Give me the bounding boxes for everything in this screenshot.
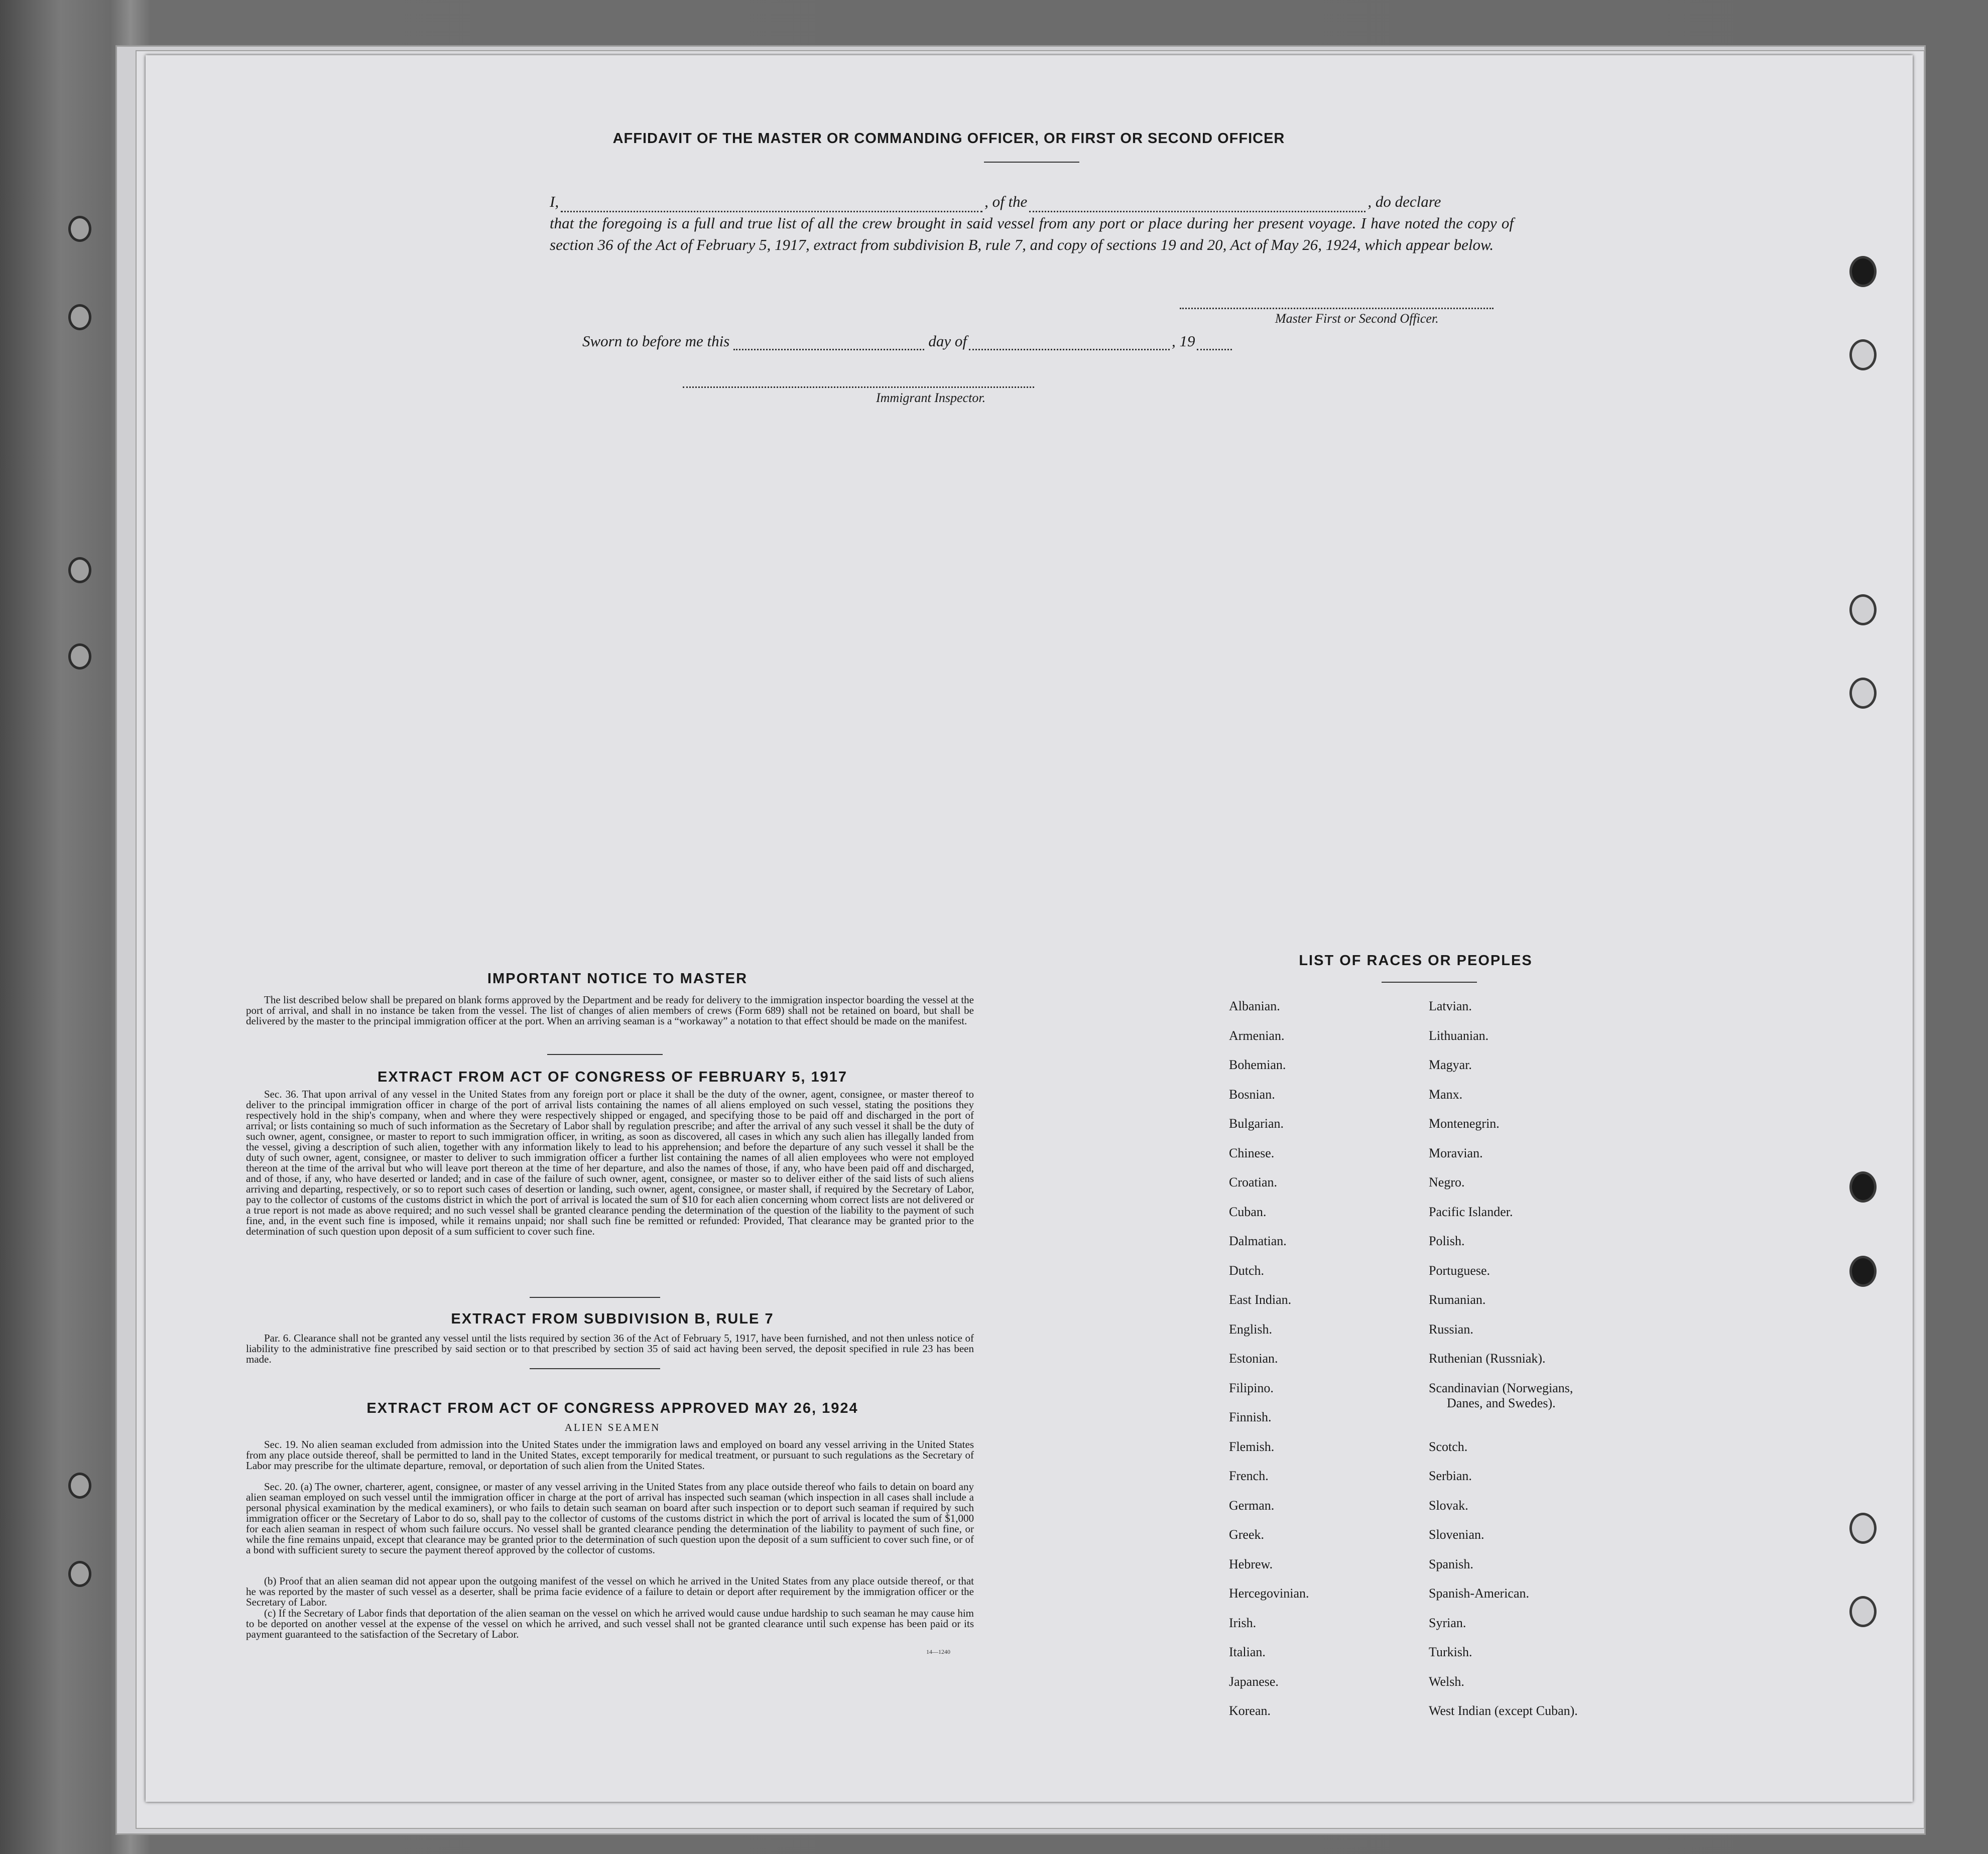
race-item: Japanese. [1229, 1674, 1279, 1689]
day-of-label: day of [928, 332, 967, 350]
notice-title: IMPORTANT NOTICE TO MASTER [487, 971, 748, 987]
race-item: Croatian. [1229, 1175, 1278, 1189]
race-item: Lithuanian. [1429, 1028, 1489, 1043]
master-signature-line[interactable] [1180, 308, 1494, 309]
binder-hole [68, 304, 91, 330]
race-item: Dutch. [1229, 1263, 1265, 1278]
race-item: West Indian (except Cuban). [1429, 1703, 1578, 1718]
race-item: Bohemian. [1229, 1057, 1286, 1072]
race-item: Montenegrin. [1429, 1116, 1500, 1131]
race-item: Portuguese. [1429, 1263, 1490, 1278]
race-item: Cuban. [1229, 1204, 1267, 1219]
vessel-blank[interactable] [1029, 199, 1365, 212]
year-prefix: , 19 [1171, 332, 1195, 350]
punch-hole [1849, 1256, 1877, 1287]
race-item: Negro. [1429, 1175, 1465, 1189]
affidavit-label-of-the: , of the [984, 193, 1028, 210]
race-item: Manx. [1429, 1087, 1463, 1102]
punch-hole [1849, 339, 1877, 370]
extract-1924-title: EXTRACT FROM ACT OF CONGRESS APPROVED MAY 26, 1924 [366, 1400, 858, 1416]
binder-hole [68, 1473, 91, 1499]
race-item: Spanish-American. [1429, 1586, 1530, 1601]
race-item: Flemish. [1229, 1439, 1275, 1454]
race-item: Filipino. [1229, 1380, 1274, 1395]
race-item: Scotch. [1429, 1439, 1468, 1454]
subdivision-b-text: Par. 6. Clearance shall not be granted any vessel until the lists required by section 36 of the Act of February 5, 1917, have been furnished, and not then unless notice of liability to the administrative fine prescribed by said section or to that prescribed by section 35 of said act having been served, the deposit specified in rule 23 has been made. [246, 1332, 974, 1365]
year-blank[interactable] [1197, 337, 1232, 350]
section-20b-text: (b) Proof that an alien seaman did not appear upon the outgoing manifest of the vessel on which he arrived in the United States from any place outside thereof, or that he was reported by the master of such vessel as a deserter, shall be prima facie evidence of a failure to detain or deport after requirement by the immigration officer or the Secretary of Labor. [246, 1575, 974, 1608]
month-blank[interactable] [969, 337, 1170, 350]
binder-hole [68, 557, 91, 583]
divider [530, 1368, 660, 1369]
binder-hole [68, 1561, 91, 1587]
race-item: French. [1229, 1469, 1269, 1483]
divider [984, 162, 1079, 163]
race-item: Russian. [1429, 1321, 1473, 1337]
punch-hole [1849, 678, 1877, 709]
form-number: 14—1240 [926, 1648, 950, 1655]
binder-hole [68, 216, 91, 242]
race-item: Armenian. [1229, 1028, 1285, 1043]
divider [530, 1297, 660, 1298]
extract-1917-title: EXTRACT FROM ACT OF CONGRESS OF FEBRUARY 5, 1917 [377, 1069, 848, 1085]
race-item: Bulgarian. [1229, 1116, 1284, 1131]
race-item: Irish. [1229, 1615, 1257, 1630]
alien-seamen-subtitle: ALIEN SEAMEN [564, 1421, 661, 1433]
master-signature-label: Master First or Second Officer. [1275, 311, 1439, 326]
races-title: LIST OF RACES OR PEOPLES [1299, 953, 1533, 969]
punch-hole [1849, 256, 1877, 287]
races-column-2 [1429, 999, 1578, 1733]
affidavit-title: AFFIDAVIT OF THE MASTER OR COMMANDING OFFICER, OR FIRST OR SECOND OFFICER [612, 130, 1285, 147]
subdivision-b-title: EXTRACT FROM SUBDIVISION B, RULE 7 [451, 1311, 774, 1327]
punch-hole [1849, 1596, 1877, 1627]
race-item: Dalmatian. [1229, 1234, 1287, 1248]
race-item: Bosnian. [1229, 1087, 1275, 1102]
section-19-text: Sec. 19. No alien seaman excluded from admission into the United States under the immigration laws and employed on board any vessel arriving in the United States from any place outside thereof, shall be permitted to land in the United States, except temporarily for medical treatment, or pursuant to such regulations as the Secretary of Labor may prescribe for the ultimate departure, removal, or deportation of such alien from the United States. [246, 1438, 974, 1472]
race-item: Finnish. [1229, 1410, 1272, 1424]
day-blank[interactable] [733, 337, 924, 350]
extract-1917-text: Sec. 36. That upon arrival of any vessel in the United States from any foreign port or place it shall be the duty of the owner, agent, consignee, or master thereof to deliver to the principal immigration officer in charge of the port of arrival lists containing the names of all aliens employed on such vessel, stating the positions they respectively hold in the ship's company, when and where they were respectively shipped or engaged, and specifying those to be paid off and discharged in the port of arrival; or lists containing so much of such information as the Secretary of Labor shall by regulation prescribe; and after the arrival of any such vessel it shall be the duty of such owner, agent, consignee, or master to report to such immigration officer, in writing, as soon as discovered, all cases in which any such alien has illegally landed from the vessel, giving a description of such alien, together with any information likely to lead to his apprehension; and before the departure of any such vessel it shall be the duty of such owner, agent, consignee, or master to deliver to such immigration officer a further list containing the names of all alien employees who were not employed thereon at the time of the arrival but who will leave port thereon at the time of her departure, and also the names of those, if any, who have been paid off and discharged, and of those, if any, who have deserted or landed; and in case of the failure of such owner, agent, consignee, or master so to deliver either of the said lists of such aliens arriving and departing, respectively, or so to report such cases of desertion or landing, such owner, agent, consignee, or master shall, if required by the Secretary of Labor, pay to the collector of customs of the customs district in which the port of arrival is located the sum of $10 for each alien concerning whom correct lists are not delivered or a true report is not made as above required; and no such vessel shall be granted clearance pending the determination of the question of the liability to the payment of such fine, and, in the event such fine is imposed, while it remains unpaid; nor shall such fine be remitted or refunded: Provided, That clearance may be granted prior to the determination of such question upon deposit of a sum sufficient to cover such fine. [246, 1088, 974, 1237]
race-item: Danes, and Swedes). [1447, 1395, 1556, 1410]
race-item: Slovak. [1429, 1498, 1468, 1513]
race-item: Albanian. [1229, 999, 1280, 1013]
race-item: Hercegovinian. [1229, 1586, 1309, 1601]
race-item: Serbian. [1429, 1469, 1472, 1483]
inspector-signature-line[interactable] [683, 386, 1034, 388]
race-item: Ruthenian (Russniak). [1429, 1351, 1546, 1366]
punch-hole [1849, 1171, 1877, 1203]
race-item: German. [1229, 1498, 1275, 1513]
race-item: English. [1229, 1321, 1272, 1337]
sworn-label: Sworn to before me this [582, 332, 730, 350]
race-item: Polish. [1429, 1234, 1465, 1248]
race-item: Greek. [1229, 1527, 1265, 1542]
race-item: Welsh. [1429, 1674, 1464, 1689]
race-item: Latvian. [1429, 999, 1472, 1013]
races-column-1 [1229, 999, 1309, 1733]
binder-hole [68, 643, 91, 670]
race-item: Italian. [1229, 1645, 1266, 1659]
race-item: Syrian. [1429, 1615, 1466, 1630]
race-item: Hebrew. [1229, 1556, 1273, 1571]
divider [547, 1054, 663, 1055]
race-item: Slovenian. [1429, 1527, 1484, 1542]
affidavit-label-i: I, [550, 193, 559, 210]
race-item: Chinese. [1229, 1145, 1275, 1160]
notice-text: The list described below shall be prepared on blank forms approved by the Department and be ready for delivery to the immigration inspector boarding the vessel at the port of arrival, and shall in no instance be taken from the vessel. The list of changes of alien members of crews (Form 689) shall not be retained on board, but shall be delivered by the master to the principal immigration officer at the port. When an arriving seaman is a “workaway” a notation to that effect should be made on the manifest. [246, 994, 974, 1027]
inspector-signature-label: Immigrant Inspector. [876, 390, 986, 405]
document-page [146, 55, 1913, 1802]
race-item: Estonian. [1229, 1351, 1278, 1366]
race-item: Korean. [1229, 1703, 1271, 1718]
race-item: Pacific Islander. [1429, 1204, 1513, 1219]
race-item: Rumanian. [1429, 1292, 1486, 1307]
affidavit-label-declare: , do declare [1368, 193, 1441, 210]
affidavit-line-1 [550, 191, 1514, 212]
divider [1382, 982, 1477, 983]
name-blank[interactable] [561, 199, 982, 212]
affidavit-declaration [550, 191, 1514, 255]
punch-hole [1849, 1513, 1877, 1544]
race-item: Magyar. [1429, 1057, 1472, 1072]
race-item: East Indian. [1229, 1292, 1292, 1307]
section-20a-text: Sec. 20. (a) The owner, charterer, agent, consignee, or master of any vessel arriving in the United States from any place outside thereof who fails to detain on board any alien seaman employed on such vessel until the immigration officer in charge at the port of arrival has inspected such seaman (which inspection in all cases shall include a personal physical examination by the medical examiners), or who fails to detain such seaman on board after such inspection or to deport such seaman if required by such immigration officer or the Secretary of Labor to do so, shall pay to the collector of customs of the customs district in which the port of arrival is located the sum of $1,000 for each alien seaman in respect of whom such failure occurs. No vessel shall be granted clearance pending the determination of the liability to payment of such fine, or while the fine remains unpaid, except that clearance may be granted prior to the determination of such question upon the deposit of a sum sufficient to cover such fine, or of a bond with sufficient surety to secure the payment thereof approved by the collector of customs. [246, 1481, 974, 1556]
punch-hole [1849, 594, 1877, 625]
race-item: Scandinavian (Norwegians, [1429, 1380, 1573, 1395]
race-item: Turkish. [1429, 1645, 1472, 1659]
race-item: Spanish. [1429, 1556, 1473, 1571]
section-20c-text: (c) If the Secretary of Labor finds that deportation of the alien seaman on the vessel on which he arrived would cause undue hardship to such seaman he may cause him to be deported on another vessel at the expense of the vessel on which he arrived, and such vessel shall not be granted clearance until such expense has been paid or its payment guaranteed to the satisfaction of the Secretary of Labor. [246, 1607, 974, 1640]
race-item: Moravian. [1429, 1145, 1483, 1160]
sworn-line [582, 332, 1232, 350]
affidavit-body: that the foregoing is a full and true list of all the crew brought in said vessel from any port or place during her present voyage. I have noted the copy of section 36 of the Act of February 5, 1917, extract from subdivision B, rule 7, and copy of sections 19 and 20, Act of May 26, 1924, which appear below. [550, 214, 1514, 253]
